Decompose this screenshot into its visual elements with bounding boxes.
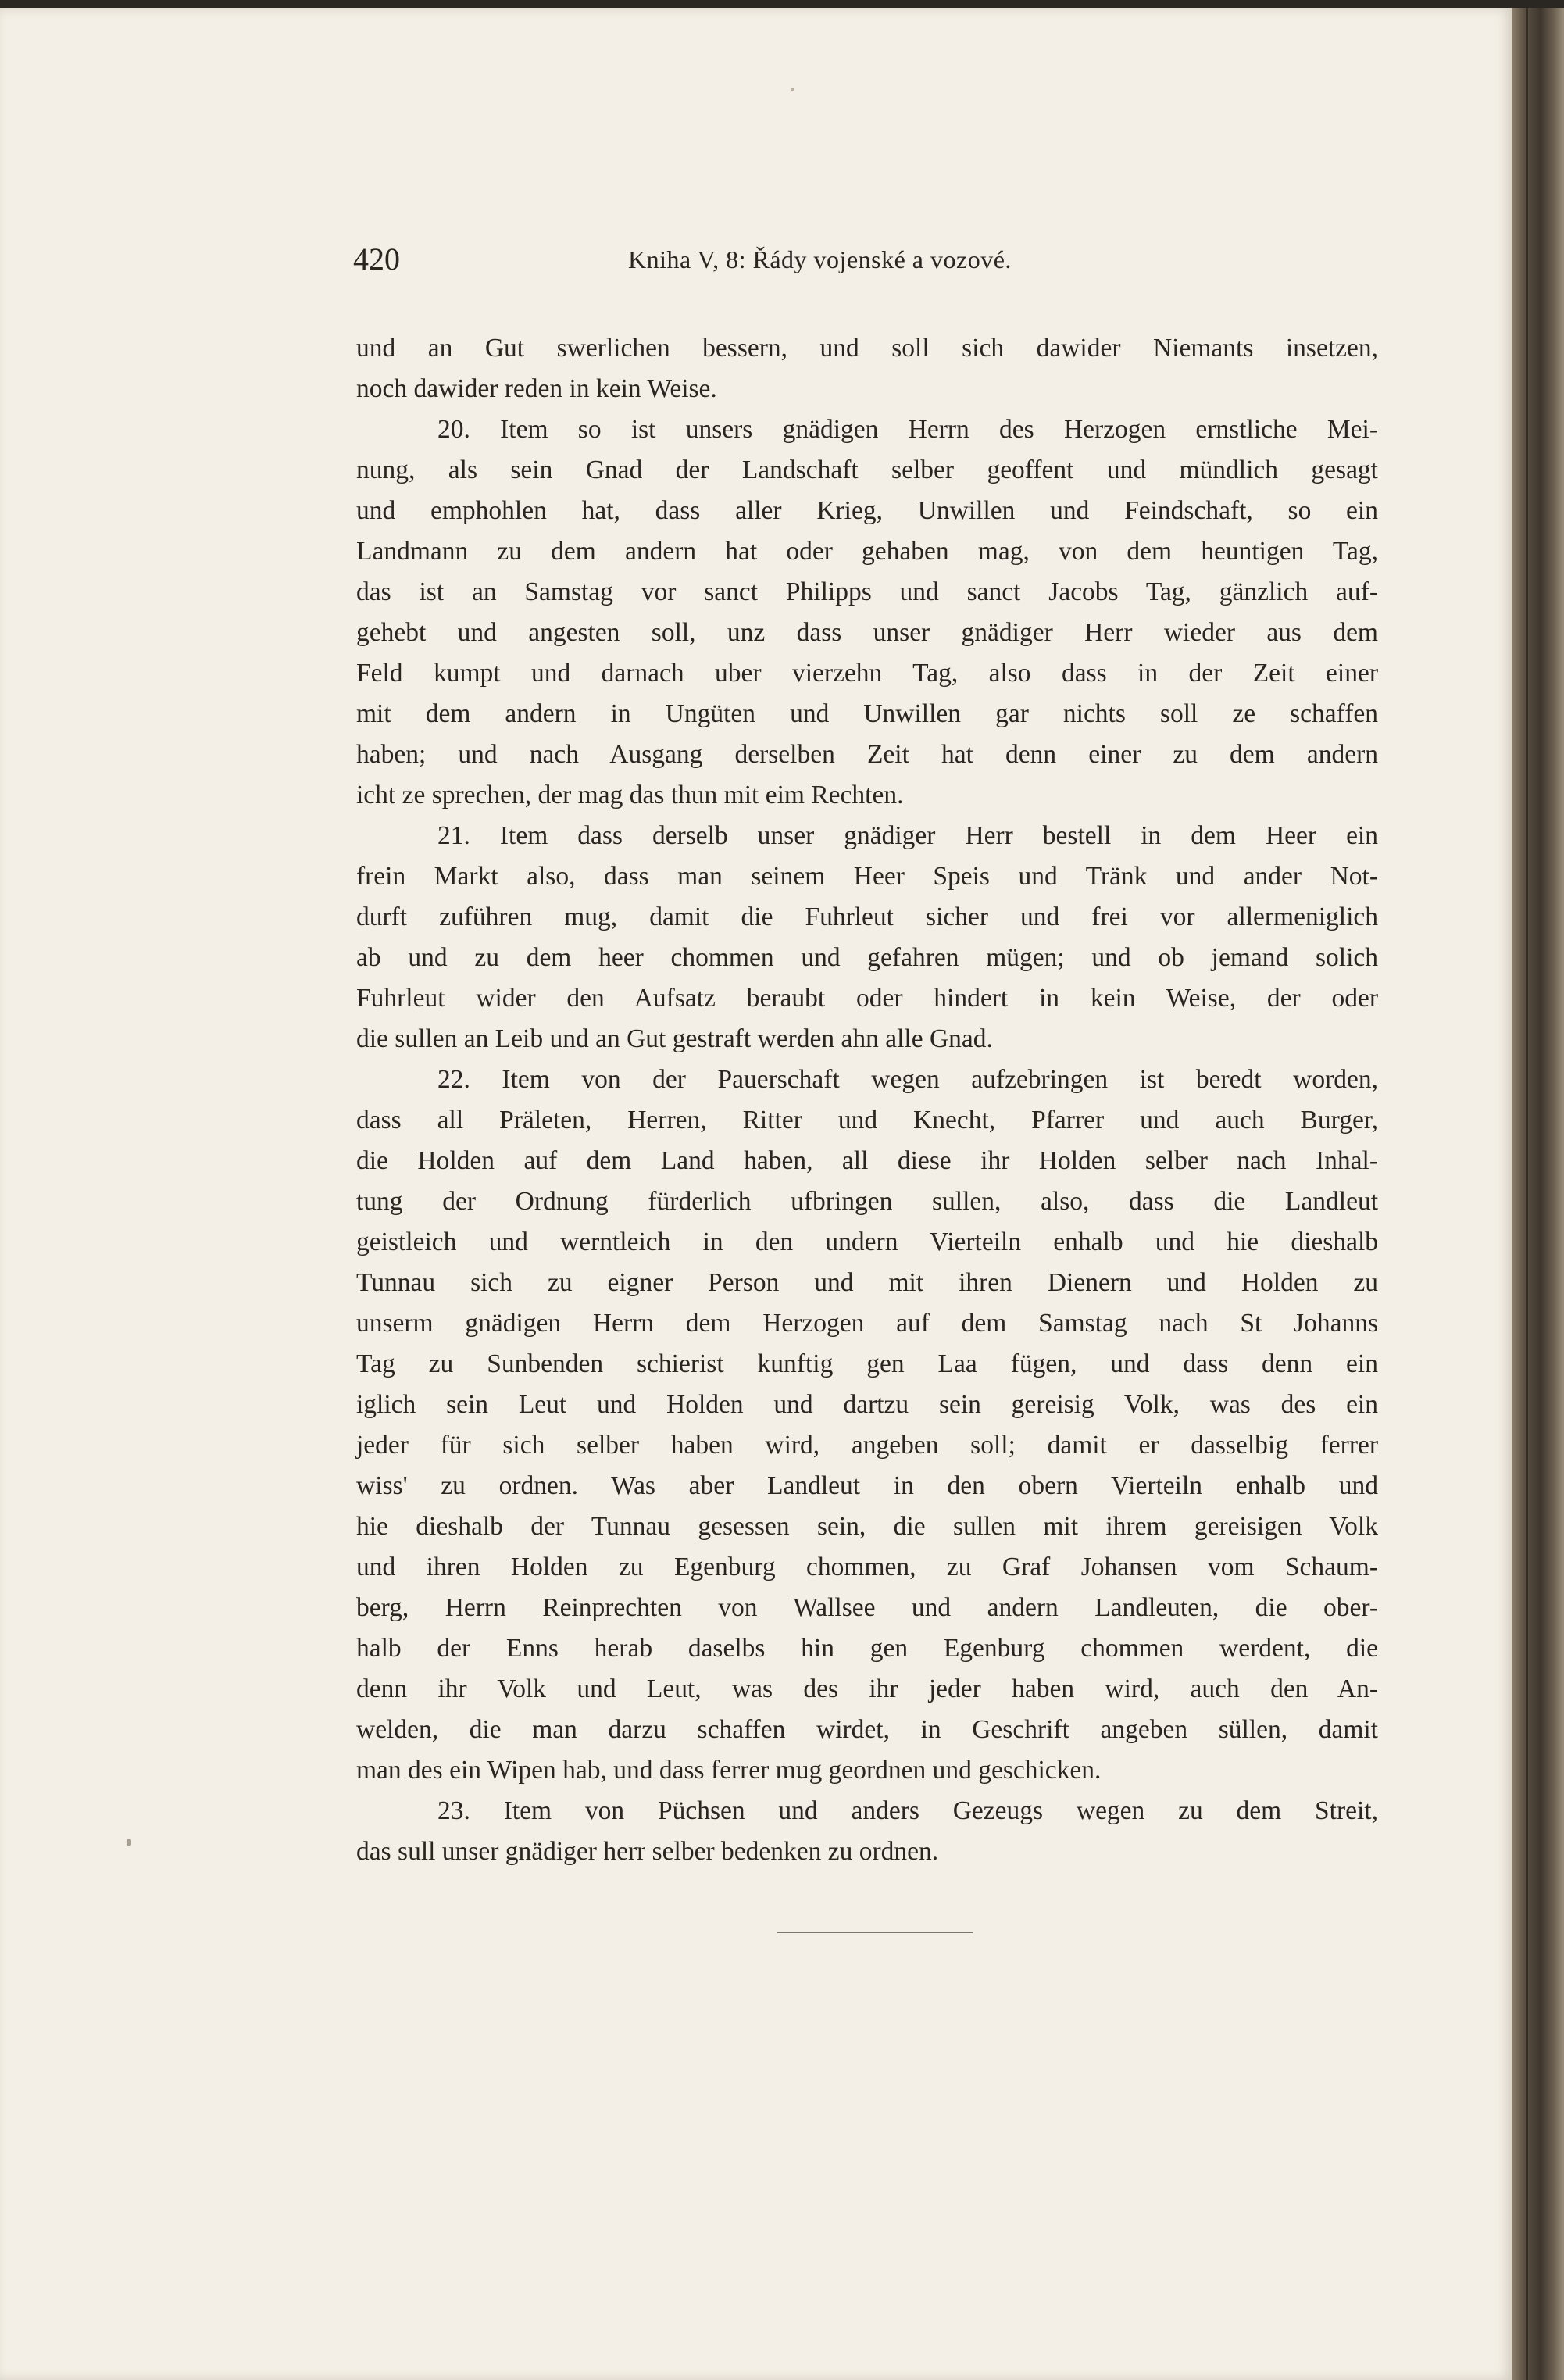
text-line: man des ein Wipen hab, und dass ferrer mug geordnen und geschicken.	[356, 1756, 1102, 1785]
text-line: 20. Item so ist unsers gnädigen Herrn des Herzogen ernstliche Mei-	[437, 415, 1378, 444]
text-line: die sullen an Leib und an Gut gestraft werden ahn alle Gnad.	[356, 1024, 993, 1053]
text-line: denn ihr Volk und Leut, was des ihr jeder haben wird, auch den An-	[356, 1674, 1378, 1703]
text-line: halb der Enns herab daselbs hin gen Egenburg chommen werdent, die	[356, 1634, 1378, 1663]
text-line: mit dem andern in Ungüten und Unwillen gar nichts soll ze schaffen	[356, 699, 1378, 728]
text-line: welden, die man darzu schaffen wirdet, in Geschrift angeben süllen, damit	[356, 1715, 1378, 1744]
text-line: noch dawider reden in kein Weise.	[356, 374, 717, 403]
text-line: wiss' zu ordnen. Was aber Landleut in den obern Vierteiln enhalb und	[356, 1471, 1378, 1500]
text-line: geistleich und werntleich in den undern Vierteiln enhalb und hie dieshalb	[356, 1228, 1378, 1256]
chapter-title: Kniha V, 8: Řády vojenské a vozové.	[628, 245, 1012, 273]
text-line: nung, als sein Gnad der Landschaft selber geoffent und mündlich gesagt	[356, 456, 1378, 484]
text-line: haben; und nach Ausgang derselben Zeit hat denn einer zu dem andern	[356, 740, 1378, 769]
text-line: frein Markt also, dass man seinem Heer Speis und Tränk und ander Not-	[356, 862, 1378, 891]
margin-mark	[127, 1839, 131, 1846]
text-line: und ihren Holden zu Egenburg chommen, zu Graf Johansen vom Schaum-	[356, 1553, 1378, 1581]
text-line: berg, Herrn Reinprechten von Wallsee und andern Landleuten, die ober-	[356, 1593, 1378, 1622]
text-line: Fuhrleut wider den Aufsatz beraubt oder hindert in kein Weise, der oder	[356, 984, 1378, 1013]
text-line: 21. Item dass derselb unser gnädiger Herr bestell in dem Heer ein	[437, 821, 1378, 850]
body-text	[356, 328, 1378, 1872]
text-line: dass all Präleten, Herren, Ritter und Knecht, Pfarrer und auch Burger,	[356, 1106, 1378, 1135]
text-line: durft zuführen mug, damit die Fuhrleut sicher und frei vor allermeniglich	[356, 902, 1378, 931]
end-rule	[777, 1932, 973, 1933]
text-line: icht ze sprechen, der mag das thun mit eim Rechten.	[356, 781, 904, 809]
book-binding-edge	[1512, 8, 1564, 2380]
text-line: Feld kumpt und darnach uber vierzehn Tag, also dass in der Zeit einer	[356, 659, 1378, 688]
text-line: iglich sein Leut und Holden und dartzu sein gereisig Volk, was des ein	[356, 1390, 1378, 1419]
text-line: Landmann zu dem andern hat oder gehaben mag, von dem heuntigen Tag,	[356, 537, 1378, 566]
text-line: und an Gut swerlichen bessern, und soll sich dawider Niemants insetzen,	[356, 334, 1378, 363]
page-number: 420	[353, 241, 400, 277]
text-line: das ist an Samstag vor sanct Philipps und sanct Jacobs Tag, gänzlich auf-	[356, 577, 1378, 606]
text-line: Tag zu Sunbenden schierist kunftig gen Laa fügen, und dass denn ein	[356, 1349, 1378, 1378]
text-line: tung der Ordnung fürderlich ufbringen sullen, also, dass die Landleut	[356, 1187, 1378, 1216]
text-line: ab und zu dem heer chommen und gefahren mügen; und ob jemand solich	[356, 943, 1378, 972]
scan-top-edge	[0, 0, 1564, 8]
text-line: Tunnau sich zu eigner Person und mit ihren Dienern und Holden zu	[356, 1268, 1378, 1297]
text-line: das sull unser gnädiger herr selber bedenken zu ordnen.	[356, 1837, 939, 1866]
text-line: unserm gnädigen Herrn dem Herzogen auf dem Samstag nach St Johanns	[356, 1309, 1378, 1338]
text-line: hie dieshalb der Tunnau gesessen sein, die sullen mit ihrem gereisigen Volk	[356, 1512, 1378, 1541]
text-line: die Holden auf dem Land haben, all diese ihr Holden selber nach Inhal-	[356, 1146, 1378, 1175]
text-line: jeder für sich selber haben wird, angeben soll; damit er dasselbig ferrer	[356, 1431, 1378, 1460]
text-line: 23. Item von Püchsen und anders Gezeugs wegen zu dem Streit,	[437, 1796, 1378, 1825]
paper-speck	[791, 88, 794, 91]
text-line: und emphohlen hat, dass aller Krieg, Unwillen und Feindschaft, so ein	[356, 496, 1378, 525]
text-line: gehebt und angesten soll, unz dass unser gnädiger Herr wieder aus dem	[356, 618, 1378, 647]
running-head	[353, 241, 1392, 288]
text-line: 22. Item von der Pauerschaft wegen aufzebringen ist beredt worden,	[437, 1065, 1378, 1094]
